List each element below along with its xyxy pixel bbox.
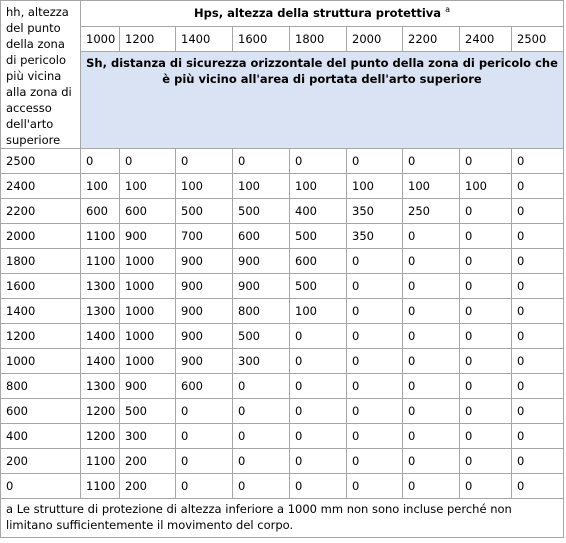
table-row <box>1 349 564 374</box>
footnote: a Le strutture di protezione di altezza inferiore a 1000 mm non sono incluse perché non limitano sufficientemente il movimento del corpo. <box>1 499 564 538</box>
sh-value-cell: 1400 <box>81 324 120 349</box>
sh-value-cell: 900 <box>233 274 290 299</box>
sh-value-cell: 0 <box>460 324 512 349</box>
hps-header <box>81 1 564 27</box>
hps-column-header: 1200 <box>120 27 176 52</box>
sh-value-cell: 0 <box>403 349 460 374</box>
sh-value-cell: 0 <box>460 374 512 399</box>
sh-value-cell: 0 <box>403 374 460 399</box>
sh-value-cell: 1300 <box>81 374 120 399</box>
sh-value-cell: 200 <box>120 474 176 499</box>
sh-value-cell: 400 <box>290 199 347 224</box>
sh-value-cell: 0 <box>233 449 290 474</box>
sh-value-cell: 0 <box>460 449 512 474</box>
hps-footnote-marker: a <box>445 5 450 14</box>
sh-value-cell: 0 <box>403 224 460 249</box>
sh-value-cell: 300 <box>120 424 176 449</box>
sh-value-cell: 0 <box>347 474 403 499</box>
sh-value-cell: 600 <box>81 199 120 224</box>
sh-value-cell: 250 <box>403 199 460 224</box>
hh-value-cell: 1400 <box>1 299 81 324</box>
hh-value-cell: 400 <box>1 424 81 449</box>
sh-value-cell: 0 <box>460 149 512 174</box>
sh-value-cell: 0 <box>81 149 120 174</box>
sh-value-cell: 500 <box>233 199 290 224</box>
sh-value-cell: 1000 <box>120 349 176 374</box>
hps-column-header: 1400 <box>176 27 233 52</box>
sh-value-cell: 0 <box>403 424 460 449</box>
sh-value-cell: 1100 <box>81 249 120 274</box>
sh-value-cell: 350 <box>347 199 403 224</box>
table-row <box>1 274 564 299</box>
sh-value-cell: 0 <box>347 274 403 299</box>
hh-value-cell: 0 <box>1 474 81 499</box>
corner-label-hh: hh, altezza del punto della zona di pericolo più vicina alla zona di accesso dell'arto superiore <box>1 1 81 149</box>
sh-value-cell: 900 <box>120 374 176 399</box>
sh-value-cell: 350 <box>347 224 403 249</box>
sh-value-cell: 0 <box>233 399 290 424</box>
sh-value-cell: 0 <box>512 449 564 474</box>
hps-column-header: 1800 <box>290 27 347 52</box>
hh-value-cell: 600 <box>1 399 81 424</box>
hps-column-header: 1600 <box>233 27 290 52</box>
sh-value-cell: 0 <box>403 474 460 499</box>
hh-value-cell: 1800 <box>1 249 81 274</box>
sh-value-cell: 500 <box>290 274 347 299</box>
hps-label: Hps, altezza della struttura protettiva <box>194 5 442 20</box>
sh-value-cell: 0 <box>512 224 564 249</box>
sh-value-cell: 1200 <box>81 424 120 449</box>
sh-value-cell: 900 <box>176 349 233 374</box>
sh-value-cell: 0 <box>460 299 512 324</box>
sh-value-cell: 1000 <box>120 249 176 274</box>
sh-value-cell: 100 <box>460 174 512 199</box>
sh-value-cell: 0 <box>512 299 564 324</box>
sh-value-cell: 0 <box>176 424 233 449</box>
sh-value-cell: 0 <box>512 399 564 424</box>
sh-value-cell: 100 <box>347 174 403 199</box>
hh-value-cell: 2500 <box>1 149 81 174</box>
sh-value-cell: 500 <box>120 399 176 424</box>
footnote-row <box>1 499 564 538</box>
hh-value-cell: 200 <box>1 449 81 474</box>
hh-value-cell: 1000 <box>1 349 81 374</box>
sh-value-cell: 0 <box>233 474 290 499</box>
sh-value-cell: 1100 <box>81 224 120 249</box>
sh-value-cell: 0 <box>403 274 460 299</box>
sh-value-cell: 0 <box>176 149 233 174</box>
sh-value-cell: 0 <box>290 424 347 449</box>
sh-value-cell: 1400 <box>81 349 120 374</box>
sh-value-cell: 0 <box>347 249 403 274</box>
sh-value-cell: 0 <box>512 199 564 224</box>
hps-column-header: 2500 <box>512 27 564 52</box>
hh-value-cell: 1600 <box>1 274 81 299</box>
sh-value-cell: 100 <box>120 174 176 199</box>
sh-value-cell: 0 <box>403 299 460 324</box>
hps-column-header: 1000 <box>81 27 120 52</box>
sh-value-cell: 0 <box>347 424 403 449</box>
table-row <box>1 174 564 199</box>
sh-value-cell: 0 <box>460 199 512 224</box>
sh-header: Sh, distanza di sicurezza orizzontale del punto della zona di pericolo che è più vicino all'area di portata dell'arto superiore <box>81 52 564 149</box>
sh-value-cell: 100 <box>233 174 290 199</box>
sh-value-cell: 0 <box>512 174 564 199</box>
sh-value-cell: 900 <box>233 249 290 274</box>
sh-value-cell: 0 <box>120 149 176 174</box>
sh-value-cell: 900 <box>176 249 233 274</box>
sh-value-cell: 0 <box>460 424 512 449</box>
sh-value-cell: 0 <box>233 149 290 174</box>
sh-value-cell: 600 <box>233 224 290 249</box>
sh-value-cell: 0 <box>460 249 512 274</box>
hh-value-cell: 1200 <box>1 324 81 349</box>
sh-value-cell: 0 <box>290 374 347 399</box>
hh-value-cell: 2400 <box>1 174 81 199</box>
sh-value-cell: 0 <box>512 249 564 274</box>
sh-value-cell: 900 <box>176 299 233 324</box>
sh-value-cell: 0 <box>347 349 403 374</box>
sh-value-cell: 0 <box>512 349 564 374</box>
table-row <box>1 424 564 449</box>
sh-value-cell: 0 <box>512 374 564 399</box>
sh-value-cell: 1000 <box>120 274 176 299</box>
sh-value-cell: 0 <box>347 374 403 399</box>
sh-value-cell: 0 <box>512 474 564 499</box>
sh-value-cell: 0 <box>176 449 233 474</box>
sh-value-cell: 0 <box>512 149 564 174</box>
sh-value-cell: 1300 <box>81 274 120 299</box>
sh-value-cell: 500 <box>176 199 233 224</box>
table-row <box>1 374 564 399</box>
sh-value-cell: 600 <box>176 374 233 399</box>
sh-value-cell: 100 <box>290 174 347 199</box>
sh-value-cell: 900 <box>120 224 176 249</box>
sh-value-cell: 1000 <box>120 324 176 349</box>
sh-value-cell: 0 <box>347 399 403 424</box>
sh-value-cell: 600 <box>290 249 347 274</box>
table-row <box>1 149 564 174</box>
sh-value-cell: 0 <box>176 474 233 499</box>
sh-value-cell: 0 <box>347 299 403 324</box>
sh-value-cell: 0 <box>460 274 512 299</box>
table-row <box>1 474 564 499</box>
sh-value-cell: 500 <box>290 224 347 249</box>
sh-value-cell: 0 <box>512 324 564 349</box>
sh-value-cell: 500 <box>233 324 290 349</box>
hps-column-header: 2200 <box>403 27 460 52</box>
table-row <box>1 449 564 474</box>
sh-value-cell: 0 <box>347 449 403 474</box>
sh-value-cell: 1100 <box>81 449 120 474</box>
sh-value-cell: 0 <box>403 324 460 349</box>
table-row <box>1 399 564 424</box>
sh-value-cell: 0 <box>403 449 460 474</box>
sh-value-cell: 0 <box>290 349 347 374</box>
sh-value-cell: 900 <box>176 324 233 349</box>
table-row <box>1 224 564 249</box>
sh-value-cell: 100 <box>403 174 460 199</box>
sh-value-cell: 1000 <box>120 299 176 324</box>
sh-value-cell: 1300 <box>81 299 120 324</box>
header-row-hps-values <box>1 27 564 52</box>
sh-value-cell: 0 <box>233 424 290 449</box>
table-row <box>1 249 564 274</box>
sh-value-cell: 0 <box>290 324 347 349</box>
sh-value-cell: 1100 <box>81 474 120 499</box>
sh-value-cell: 0 <box>460 399 512 424</box>
sh-value-cell: 0 <box>233 374 290 399</box>
table-row <box>1 199 564 224</box>
sh-value-cell: 200 <box>120 449 176 474</box>
sh-value-cell: 0 <box>176 399 233 424</box>
sh-value-cell: 0 <box>460 349 512 374</box>
sh-value-cell: 600 <box>120 199 176 224</box>
sh-value-cell: 0 <box>512 424 564 449</box>
sh-value-cell: 1200 <box>81 399 120 424</box>
sh-value-cell: 0 <box>347 324 403 349</box>
header-row-hps <box>1 1 564 27</box>
sh-value-cell: 0 <box>347 149 403 174</box>
sh-value-cell: 100 <box>81 174 120 199</box>
sh-value-cell: 0 <box>403 149 460 174</box>
sh-value-cell: 0 <box>403 399 460 424</box>
hps-column-header: 2400 <box>460 27 512 52</box>
sh-value-cell: 100 <box>176 174 233 199</box>
sh-value-cell: 0 <box>290 399 347 424</box>
sh-value-cell: 0 <box>512 274 564 299</box>
sh-value-cell: 0 <box>460 474 512 499</box>
sh-value-cell: 0 <box>403 249 460 274</box>
sh-value-cell: 0 <box>460 224 512 249</box>
header-row-sh <box>1 52 564 149</box>
sh-value-cell: 0 <box>290 449 347 474</box>
hh-value-cell: 2000 <box>1 224 81 249</box>
hh-value-cell: 2200 <box>1 199 81 224</box>
sh-value-cell: 300 <box>233 349 290 374</box>
table-row <box>1 324 564 349</box>
hps-column-header: 2000 <box>347 27 403 52</box>
sh-value-cell: 700 <box>176 224 233 249</box>
table-row <box>1 299 564 324</box>
hh-value-cell: 800 <box>1 374 81 399</box>
sh-value-cell: 0 <box>290 149 347 174</box>
sh-value-cell: 100 <box>290 299 347 324</box>
sh-value-cell: 800 <box>233 299 290 324</box>
sh-value-cell: 0 <box>290 474 347 499</box>
sh-value-cell: 900 <box>176 274 233 299</box>
